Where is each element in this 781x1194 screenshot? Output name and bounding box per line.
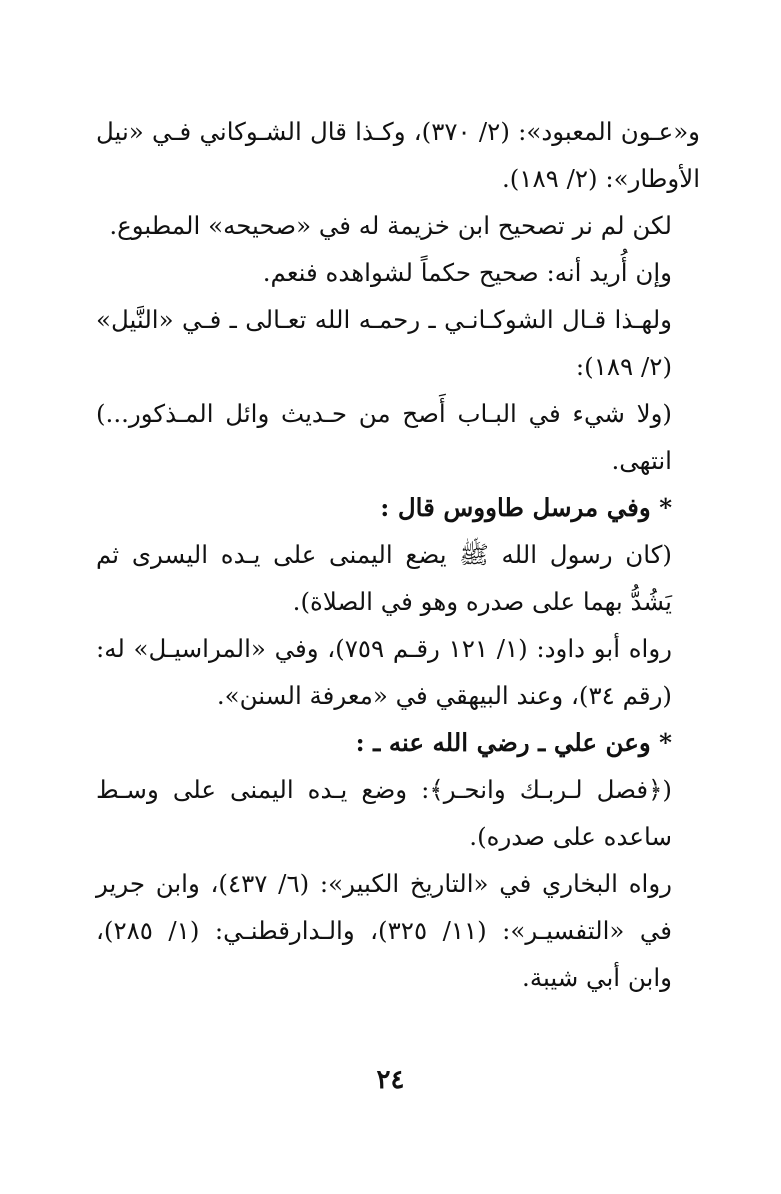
paragraph-ibn-khuzayma-note: لكن لم نر تصحيح ابن خزيمة له في «صحيحه» المطبوع. xyxy=(109,211,672,240)
paragraph-ali-hadith: (﴿فصل لـربـك وانحـر﴾: وضع يـده اليمنى على وسـط ساعده على صدره). xyxy=(96,775,672,851)
paragraph-shawkani-quote: (ولا شيء في البـاب أَصح من حـديث وائل المـذكور...) انتهى. xyxy=(96,399,672,475)
paragraph-bukhari-citation: رواه البخاري في «التاريخ الكبير»: (٦/ ٤٣٧)، وابن جرير في «التفسيـر»: (١١/ ٣٢٥)، والـدارقطنـي: (١/ ٢٨٥)، وابن أبي شيبة. xyxy=(96,869,673,992)
paragraph-abu-dawud-citation: رواه أبو داود: (١/ ١٢١ رقـم ٧٥٩)، وفي «المراسيـل» له: (رقم ٣٤)، وعند البيهقي في «معرفة السنن». xyxy=(96,634,673,710)
paragraph-sahih-hukman: وإن أُريد أنه: صحيح حكماً لشواهده فنعم. xyxy=(262,258,672,287)
heading-tawus-mursal: * وفي مرسل طاووس قال : xyxy=(380,493,672,522)
paragraph-shawkani-quote-intro: ولهـذا قـال الشوكـانـي ـ رحمـه الله تعـالى ـ فـي «النَّيل» (٢/ ١٨٩): xyxy=(96,305,672,381)
paragraph-awn-al-mabud-citation: و«عـون المعبود»: (٢/ ٣٧٠)، وكـذا قال الشـوكاني فـي «نيل الأوطار»: (٢/ ١٨٩). xyxy=(96,117,701,193)
page-number: ٢٤ xyxy=(376,1065,405,1095)
heading-ali-narration: * وعن علي ـ رضي الله عنه ـ : xyxy=(355,728,672,757)
page-body xyxy=(96,108,700,1001)
paragraph-tawus-hadith: (كان رسول الله ﷺ يضع اليمنى على يـده اليسرى ثم يَشُدُّ بهما على صدره وهو في الصلاة). xyxy=(96,540,672,616)
